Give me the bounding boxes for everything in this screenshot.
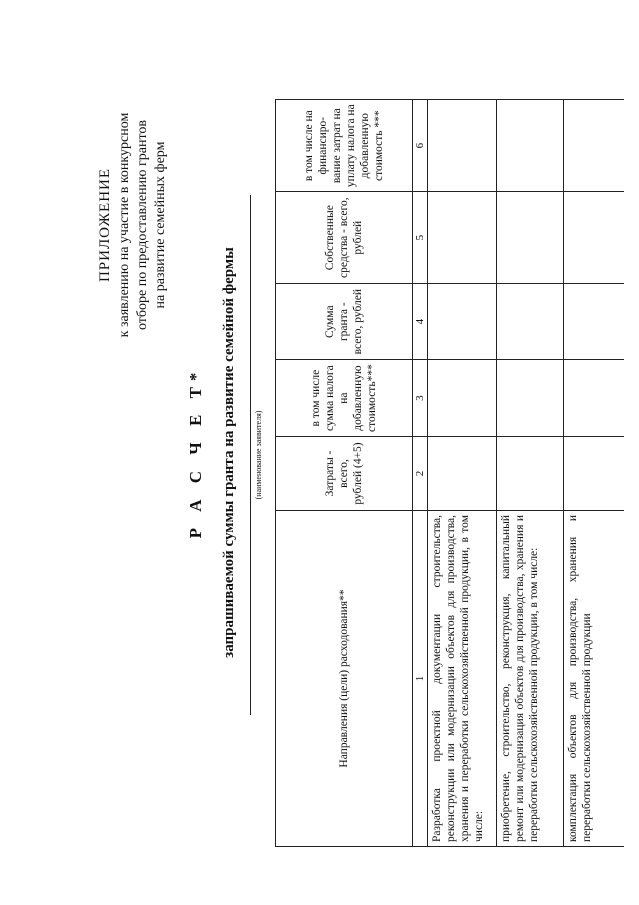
column-number: 2 xyxy=(413,437,428,511)
row-direction: Разработка проектной документации строительства, реконструкции или модернизации объектов для производства, хранения и переработки сельскохозяйственной продукции, в том числе: xyxy=(428,511,497,847)
header-own-funds: Собственные средства - всего, рублей xyxy=(276,192,413,284)
column-number: 5 xyxy=(413,192,428,284)
table-cell xyxy=(497,284,564,360)
table-cell xyxy=(497,100,564,192)
appendix-block xyxy=(96,65,170,385)
table-cell xyxy=(564,284,625,360)
table-cell xyxy=(428,437,497,511)
table-row xyxy=(497,100,564,847)
applicant-name-caption: (наименование заявителя) xyxy=(254,410,263,500)
table-cell xyxy=(428,360,497,437)
table-number-row xyxy=(413,100,428,847)
table-row xyxy=(428,100,497,847)
column-number: 4 xyxy=(413,284,428,360)
calculation-table xyxy=(275,99,624,847)
table-cell xyxy=(564,192,625,284)
calc-subtitle: запрашиваемой суммы гранта на развитие семейной фермы xyxy=(221,247,237,658)
table-cell xyxy=(564,360,625,437)
row-direction: комплектация объектов для производства, хранения и переработки сельскохозяйственной продукции xyxy=(564,511,625,847)
column-number: 6 xyxy=(413,100,428,192)
table-cell xyxy=(497,437,564,511)
column-number: 1 xyxy=(413,511,428,847)
header-total-costs: Затраты - всего, рублей (4+5) xyxy=(276,437,413,511)
calc-title: Р А С Ч Е Т* xyxy=(186,366,205,539)
table-cell xyxy=(564,100,625,192)
table-cell xyxy=(428,192,497,284)
table-header-row xyxy=(276,100,413,847)
appendix-line: к заявлению на участие в конкурсном xyxy=(117,112,132,338)
appendix-line: отборе по предоставлению грантов xyxy=(135,119,150,331)
table-row xyxy=(564,100,625,847)
table-cell xyxy=(564,437,625,511)
table-cell xyxy=(497,360,564,437)
table-cell xyxy=(428,284,497,360)
column-number: 3 xyxy=(413,360,428,437)
applicant-name-line xyxy=(250,195,251,715)
row-direction: приобретение, строительство, реконструкция, капитальный ремонт или модернизация объектов для производства, хранения и переработки сельскохозяйственной продукции, в том числе: xyxy=(497,511,564,847)
appendix-line: на развитие семейных ферм xyxy=(153,141,168,309)
header-grant-sum: Сумма гранта - всего, рублей xyxy=(276,284,413,360)
appendix-title: ПРИЛОЖЕНИЕ xyxy=(97,167,113,283)
header-own-funds-vat: в том числе на финансиро- вание затрат на уплату налога на добавленную стоимость *** xyxy=(276,100,413,192)
header-vat-amount: в том числе сумма налога на добавленную стоимость*** xyxy=(276,360,413,437)
table-cell xyxy=(428,100,497,192)
header-directions: Направления (цели) расходования** xyxy=(276,511,413,847)
table-cell xyxy=(497,192,564,284)
